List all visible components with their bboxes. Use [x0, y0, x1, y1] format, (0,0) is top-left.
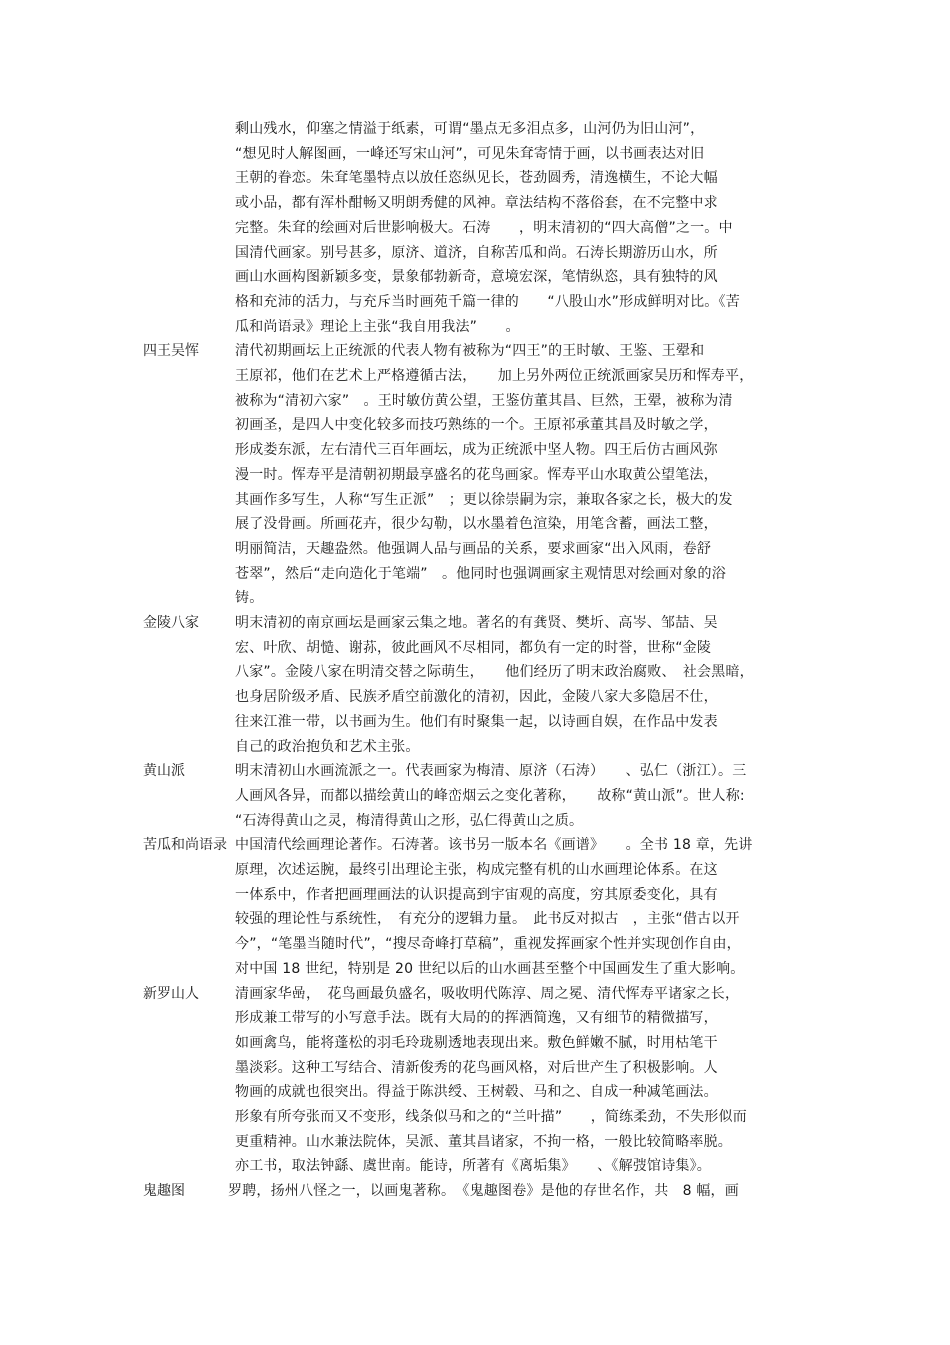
text-line: 形成娄东派，左右清代三百年画坛，成为正统派中坚人物。四王后仿古画风弥	[235, 442, 718, 458]
text-line: 格和充沛的活力，与充斥当时画苑千篇一律的 “八股山水”形成鲜明对比。《苦	[235, 294, 740, 310]
text-line: 更重精神。山水兼法院体，吴派、董其昌诸家，不拘一格，一般比较简略率脱。	[235, 1134, 732, 1150]
text-line: 形象有所夸张而又不变形，线条似马和之的“兰叶描” ，简练柔劲，不失形似而	[235, 1109, 747, 1125]
text-line: 一体系中，作者把画理画法的认识提高到宇宙观的高度，穷其原委变化，具有	[235, 887, 718, 903]
text-line: 对中国 18 世纪，特别是 20 世纪以后的山水画甚至整个中国画发生了重大影响。	[235, 961, 745, 977]
text-line: 铸。	[235, 590, 264, 606]
text-line: 中国清代绘画理论著作。石涛著。该书另一版本名《画谱》 。全书 18 章，先讲	[235, 837, 753, 853]
text-line: 或小品，都有浑朴酣畅又明朗秀健的风神。章法结构不落俗套，在不完整中求	[235, 195, 718, 211]
text-line: 今”，“笔墨当随时代”，“搜尽奇峰打草稿”，重视发挥画家个性并实现创作自由，	[235, 936, 741, 952]
text-line: 亦工书，取法钟繇、虞世南。能诗，所著有《离垢集》 、《解弢馆诗集》。	[235, 1158, 711, 1174]
text-line: 画山水画构图新颖多变，景象郁勃新奇，意境宏深，笔情纵恣，具有独特的风	[235, 269, 718, 285]
text-line: 瓜和尚语录》理论上主张“我自用我法” 。	[235, 319, 520, 335]
text-line: 明末清初的南京画坛是画家云集之地。著名的有龚贤、樊圻、高岑、邹喆、吴	[235, 615, 718, 631]
text-line: 如画禽鸟，能将蓬松的羽毛玲珑剔透地表现出来。敷色鲜嫩不腻，时用枯笔干	[235, 1035, 718, 1051]
text-line: “想见时人解图画，一峰还写宋山河”，可见朱耷寄情于画，以书画表达对旧	[235, 146, 705, 162]
text-line: 物画的成就也很突出。得益于陈洪绶、王树毂、马和之、自成一种减笔画法。	[235, 1084, 718, 1100]
text-line: 被称为“清初六家” 。王时敏仿黄公望，王鉴仿董其昌、巨然，王翚，被称为清	[235, 393, 733, 409]
text-line: 剩山残水，仰塞之情溢于纸素，可谓“墨点无多泪点多，山河仍为旧山河”，	[235, 121, 705, 137]
text-line: 王朝的眷恋。朱耷笔墨特点以放任恣纵见长，苍劲圆秀，清逸横生，不论大幅	[235, 170, 718, 186]
text-line: 清代初期画坛上正统派的代表人物有被称为“四王”的王时敏、王鉴、王翚和	[235, 343, 705, 359]
text-line: 自己的政治抱负和艺术主张。	[235, 739, 420, 755]
text-line: 人画风各异，而都以描绘黄山的峰峦烟云之变化著称， 故称“黄山派”。世人称:	[235, 788, 745, 804]
entry-term: 金陵八家	[143, 615, 199, 631]
text-line: 国清代画家。别号甚多，原济、道济，自称苦瓜和尚。石涛长期游历山水，所	[235, 245, 718, 261]
text-line: 其画作多写生，人称“写生正派” ；更以徐崇嗣为宗，兼取各家之长，极大的发	[235, 492, 733, 508]
text-line: 初画圣，是四人中变化较多而技巧熟练的一个。王原祁承董其昌及时敏之学，	[235, 417, 718, 433]
entry-term: 鬼趣图	[143, 1183, 185, 1199]
text-line: 较强的理论性与系统性， 有充分的逻辑力量。 此书反对拟古 ，主张“借古以开	[235, 911, 740, 927]
text-line: 完整。朱耷的绘画对后世影响极大。石涛 ，明末清初的“四大高僧”之一。中	[235, 220, 733, 236]
text-line: 往来江淮一带，以书画为生。他们有时聚集一起，以诗画自娱，在作品中发表	[235, 714, 718, 730]
entry-term: 四王吴恽	[143, 343, 199, 359]
text-line: 原理，次述运腕，最终引出理论主张，构成完整有机的山水画理论体系。在这	[235, 862, 718, 878]
text-line: 墨淡彩。这种工写结合、清新俊秀的花鸟画风格，对后世产生了积极影响。人	[235, 1060, 718, 1076]
entry-term: 黄山派	[143, 763, 185, 779]
text-line: 王原祁，他们在艺术上严格遵循古法， 加上另外两位正统派画家吴历和恽寿平，	[235, 368, 754, 384]
text-line: 清画家华喦， 花鸟画最负盛名，吸收明代陈淳、周之冕、清代恽寿平诸家之长，	[235, 986, 740, 1002]
text-line: “石涛得黄山之灵，梅清得黄山之形，弘仁得黄山之质。	[235, 813, 584, 829]
text-line: 苍翠”，然后“走向造化于笔端” 。他同时也强调画家主观情思对绘画对象的浴	[235, 566, 726, 582]
text-line: 宏、叶欣、胡慥、谢荪，彼此画风不尽相同，都负有一定的时誉，世称“金陵	[235, 640, 712, 656]
text-line: 漫一时。恽寿平是清朝初期最享盛名的花鸟画家。恽寿平山水取黄公望笔法，	[235, 467, 718, 483]
text-line: 展了没骨画。所画花卉，很少勾勒，以水墨着色渲染，用笔含蓄，画法工整，	[235, 516, 718, 532]
entry-term: 苦瓜和尚语录	[143, 837, 227, 853]
text-line: 也身居阶级矛盾、民族矛盾空前激化的清初，因此，金陵八家大多隐居不仕，	[235, 689, 718, 705]
text-line: 罗聘，扬州八怪之一，以画鬼著称。 《鬼趣图卷》是他的存世名作，共 8 幅，画	[228, 1183, 739, 1199]
text-line: 形成兼工带写的小写意手法。既有大局的的挥洒简逸，又有细节的精微描写，	[235, 1010, 718, 1026]
text-line: 明末清初山水画流派之一。代表画家为梅清、原济（石涛） 、弘仁（浙江）。三	[235, 763, 747, 779]
text-line: 明丽简洁，天趣盎然。他强调人品与画品的关系，要求画家“出入风雨，卷舒	[235, 541, 712, 557]
entry-term: 新罗山人	[143, 986, 199, 1002]
text-line: 八家”。金陵八家在明清交替之际萌生， 他们经历了明末政治腐败、 社会黑暗，	[235, 664, 754, 680]
